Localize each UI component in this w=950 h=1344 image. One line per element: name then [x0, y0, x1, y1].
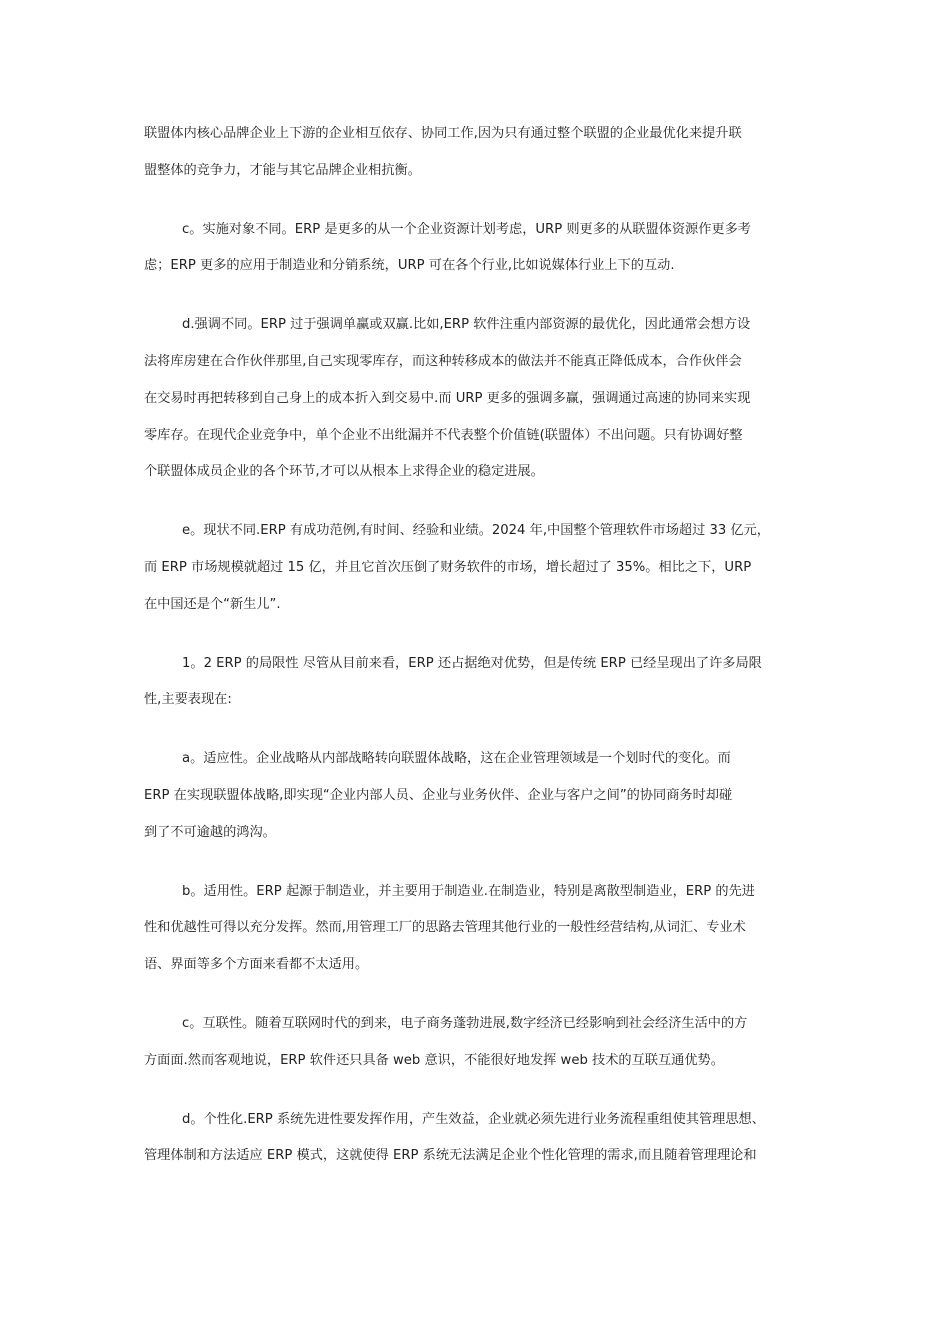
paragraph-alliance-cooperation — [144, 116, 812, 190]
text-line: a。适应性。企业战略从内部战略转向联盟体战略，这在企业管理领域是一个划时代的变化。而 — [182, 751, 731, 767]
text-line: c。互联性。随着互联网时代的到来，电子商务蓬勃进展,数字经济已经影响到社会经济生活中的方 — [182, 1015, 748, 1031]
paragraph-b-applicability — [144, 874, 812, 984]
paragraph-d-emphasis-difference — [144, 307, 812, 491]
text-line: c。实施对象不同。ERP 是更多的从一个企业资源计划考虑，URP 则更多的从联盟体资源作更多考 — [182, 221, 751, 237]
text-line: 性和优越性可得以充分发挥。然而,用管理工厂的思路去管理其他行业的一般性经营结构,从词汇、专业术 — [144, 920, 746, 936]
paragraph-c-target-difference — [144, 212, 812, 286]
text-line: 在交易时再把转移到自己身上的成本折入到交易中.而 URP 更多的强调多赢，强调通过高速的协同来实现 — [144, 390, 751, 406]
text-line: 到了不可逾越的鸿沟。 — [144, 824, 276, 840]
text-line: 方面面.然而客观地说，ERP 软件还只具备 web 意识，不能很好地发挥 web 技术的互联互通优势。 — [144, 1052, 724, 1068]
paragraph-c-connectivity — [144, 1006, 812, 1080]
text-line: 管理体制和方法适应 ERP 模式，这就使得 ERP 系统无法满足企业个性化管理的需求,而且随着管理理论和 — [144, 1148, 757, 1164]
text-line: 1。2 ERP 的局限性 尽管从目前来看，ERP 还占据绝对优势，但是传统 ERP 已经呈现出了许多局限 — [182, 655, 762, 671]
text-line: 法将库房建在合作伙伴那里,自己实现零库存，而这种转移成本的做法并不能真正降低成本，合作伙伴会 — [144, 353, 742, 369]
text-line: 语、界面等多个方面来看都不太适用。 — [144, 957, 369, 973]
text-line: 联盟体内核心品牌企业上下游的企业相互依存、协同工作,因为只有通过整个联盟的企业最优化来提升联 — [144, 126, 742, 141]
document-body — [144, 116, 812, 1197]
text-line: 而 ERP 市场规模就超过 15 亿，并且它首次压倒了财务软件的市场，增长超过了 35%。相比之下，URP — [144, 559, 752, 575]
text-line: e。现状不同.ERP 有成功范例,有时间、经验和业绩。2024 年,中国整个管理软件市场超过 33 亿元， — [182, 523, 770, 539]
paragraph-d-personalization — [144, 1102, 812, 1176]
text-line: 性,主要表现在: — [144, 692, 232, 708]
text-line: d。个性化.ERP 系统先进性要发挥作用，产生效益，企业就必须先进行业务流程重组使其管理思想、 — [182, 1111, 765, 1127]
text-line: 零库存。在现代企业竞争中，单个企业不出纰漏并不代表整个价值链(联盟体）不出问题。只有协调好整 — [144, 427, 743, 443]
paragraph-a-adaptability — [144, 741, 812, 851]
text-line: 在中国还是个“新生儿”. — [144, 596, 281, 612]
paragraph-e-status-difference — [144, 513, 812, 623]
text-line: ERP 在实现联盟体战略,即实现“企业内部人员、企业与业务伙伴、企业与客户之间”的协同商务时却碰 — [144, 787, 733, 803]
text-line: 盟整体的竞争力，才能与其它品牌企业相抗衡。 — [144, 162, 421, 178]
text-line: 虑；ERP 更多的应用于制造业和分销系统，URP 可在各个行业,比如说媒体行业上下的互动. — [144, 258, 675, 274]
text-line: d.强调不同。ERP 过于强调单赢或双赢.比如,ERP 软件注重内部资源的最优化，因此通常会想方设 — [182, 317, 751, 333]
text-line: b。适用性。ERP 起源于制造业，并主要用于制造业.在制造业，特别是离散型制造业，ERP 的先进 — [182, 883, 755, 899]
paragraph-erp-limitations-heading — [144, 646, 812, 720]
text-line: 个联盟体成员企业的各个环节,才可以从根本上求得企业的稳定进展。 — [144, 464, 544, 480]
